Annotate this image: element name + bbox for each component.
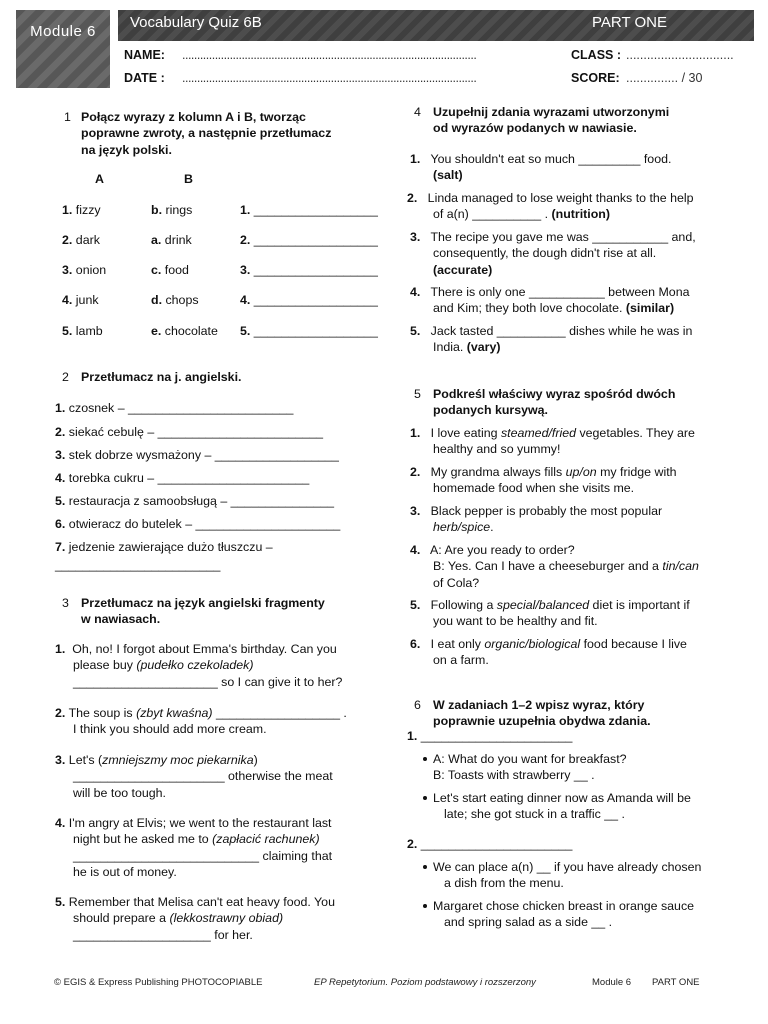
item-text: torebka cukru – ______________________ xyxy=(68,471,310,485)
gap-sentence xyxy=(433,751,627,784)
item-text: I think you should add more cream. xyxy=(73,722,267,737)
item-number: 5. xyxy=(410,598,421,612)
base-word: (salt) xyxy=(433,168,463,183)
fragment-item[interactable] xyxy=(55,705,347,738)
col-b-word: chocolate xyxy=(164,324,218,338)
date-field[interactable]: ................................................................................................... xyxy=(182,71,477,85)
section-2-number: 2 xyxy=(62,370,69,384)
hint-text: zmniejszmy moc piekarnika xyxy=(102,753,254,767)
choice-item[interactable] xyxy=(410,636,687,669)
item-text: __________________ . xyxy=(212,706,347,720)
item-text: and spring salad as a side __ . xyxy=(444,915,613,930)
col-b-word: rings xyxy=(165,203,193,217)
col-a-word: lamb xyxy=(75,324,103,338)
fragment-item[interactable] xyxy=(55,815,332,881)
item-text: Let's start eating dinner now as Amanda will be xyxy=(433,791,691,805)
answer-number: 4. xyxy=(240,293,251,307)
column-b-header: B xyxy=(184,172,193,186)
item-text: ___________________________ claiming that xyxy=(73,848,333,863)
answer-line[interactable]: __________________ xyxy=(253,263,378,277)
date-label: DATE : xyxy=(124,71,165,85)
choice-item[interactable] xyxy=(410,597,690,630)
base-word: (nutrition) xyxy=(551,207,610,222)
answer-line[interactable]: __________________ xyxy=(253,233,378,247)
item-number: 3. xyxy=(55,753,66,767)
choice-options[interactable]: special/balanced xyxy=(496,598,590,612)
item-text: _____________________ so I can give it to her? xyxy=(73,674,343,689)
choice-item[interactable] xyxy=(410,542,699,591)
item-text: Oh, no! I forgot about Emma's birthday. Can you xyxy=(72,642,337,656)
item-text: will be too tough. xyxy=(73,785,166,800)
item-text: The recipe you gave me was ___________ and, xyxy=(430,230,696,244)
gap-sentence xyxy=(433,790,691,823)
item-text: Linda managed to lose weight thanks to the help xyxy=(427,191,694,205)
section-6-number: 6 xyxy=(414,698,421,712)
item-text: restauracja z samoobsługą – _______________ xyxy=(68,494,335,508)
item-text: otwieracz do butelek – _____________________ xyxy=(68,517,341,531)
translation-item[interactable] xyxy=(55,516,340,532)
footer-module: Module 6 xyxy=(592,977,632,988)
item-number: 3. xyxy=(410,230,421,244)
item-text: Margaret chose chicken breast in orange sauce xyxy=(433,899,695,913)
item-text: Following a xyxy=(430,598,497,612)
answer-blank[interactable] xyxy=(240,323,378,339)
item-number: 4. xyxy=(410,543,421,557)
translation-item[interactable] xyxy=(55,493,334,509)
quiz-title: Vocabulary Quiz 6B xyxy=(130,14,262,31)
item-text: You shouldn't eat so much _________ food. xyxy=(430,152,672,166)
choice-options[interactable]: herb/spice xyxy=(433,520,491,535)
col-a-word: junk xyxy=(75,293,99,307)
choice-item[interactable] xyxy=(410,464,677,497)
fragment-item[interactable] xyxy=(55,894,335,943)
fragment-item[interactable] xyxy=(55,752,333,801)
item-text: My grandma always fills xyxy=(430,465,566,479)
col-a-number: 4. xyxy=(62,293,73,307)
item-number: 1. xyxy=(55,642,66,656)
item-text: you want to be healthy and fit. xyxy=(433,614,598,629)
item-number: 5. xyxy=(55,895,66,909)
col-a-item xyxy=(62,202,101,218)
footer-book-title: EP Repetytorium. Poziom podstawowy i rozszerzony xyxy=(314,977,536,988)
class-field[interactable]: ............................... xyxy=(626,48,734,62)
item-text: diet is important if xyxy=(589,598,690,612)
item-text: and Kim; they both love chocolate. xyxy=(433,301,626,316)
footer-copyright: © EGIS & Express Publishing PHOTOCOPIABLE xyxy=(54,977,263,988)
answer-line[interactable]: ______________________ xyxy=(420,729,573,743)
item-text: should prepare a xyxy=(73,911,170,926)
section-1-number: 1 xyxy=(64,110,71,124)
section-6-title xyxy=(433,697,651,730)
item-text: night but he asked me to xyxy=(73,832,213,847)
col-b-letter: c. xyxy=(151,263,162,277)
hint-text: (zbyt kwaśna) xyxy=(136,706,213,720)
item-text: The soup is xyxy=(68,706,137,720)
section-3-title-line: w nawiasach. xyxy=(81,612,161,627)
module-tab xyxy=(16,10,110,88)
item-text: consequently, the dough didn't rise at all. xyxy=(433,246,657,261)
item-text: please buy xyxy=(73,658,137,673)
bullet-icon xyxy=(423,904,427,908)
translation-item[interactable] xyxy=(55,539,273,555)
item-text: I'm angry at Elvis; we went to the restaurant last xyxy=(68,816,332,830)
item-text: There is only one ___________ between Mona xyxy=(430,285,690,299)
col-a-item xyxy=(62,232,100,248)
col-a-item xyxy=(62,292,99,308)
answer-number: 5. xyxy=(240,324,251,338)
answer-blank[interactable] xyxy=(240,232,378,248)
item-text: a dish from the menu. xyxy=(444,876,564,891)
item-number: 2. xyxy=(407,837,418,851)
name-label: NAME: xyxy=(124,48,165,62)
item-text: he is out of money. xyxy=(73,865,177,880)
section-5-title-line: podanych kursywą. xyxy=(433,403,548,418)
col-a-number: 3. xyxy=(62,263,73,277)
section-1-title-line: na język polski. xyxy=(81,142,172,157)
item-text: ______________________ otherwise the meat xyxy=(73,769,333,784)
item-text: A: What do you want for breakfast? xyxy=(433,752,627,766)
col-b-word: food xyxy=(164,263,189,277)
answer-number: 1. xyxy=(240,203,251,217)
col-a-word: onion xyxy=(75,263,107,277)
col-b-letter: d. xyxy=(151,293,163,307)
choice-options[interactable]: steamed/fried xyxy=(500,426,577,440)
col-a-number: 2. xyxy=(62,233,73,247)
word-formation-item[interactable] xyxy=(410,151,671,184)
score-label: SCORE: xyxy=(571,71,620,85)
answer-blank[interactable] xyxy=(240,202,378,218)
choice-options[interactable]: tin/can xyxy=(662,559,699,574)
answer-blank[interactable] xyxy=(240,292,378,308)
item-number: 7. xyxy=(55,540,66,554)
part-label: PART ONE xyxy=(592,14,668,31)
gap-sentence xyxy=(433,898,694,931)
name-row xyxy=(118,42,754,65)
item-number: 6. xyxy=(410,637,421,651)
col-a-item xyxy=(62,262,106,278)
col-b-word: drink xyxy=(164,233,192,247)
item-text: Jack tasted __________ dishes while he was in xyxy=(430,324,693,338)
module-label: Module 6 xyxy=(30,23,96,40)
item-text: Let's ( xyxy=(68,753,103,767)
item-number: 4. xyxy=(410,285,421,299)
col-a-word: dark xyxy=(75,233,100,247)
item-text: B: Toasts with strawberry __ . xyxy=(433,768,595,783)
choice-item[interactable] xyxy=(410,503,662,536)
translation-answer-line[interactable]: ________________________ xyxy=(55,558,221,572)
item-number: 4. xyxy=(55,816,66,830)
item-number: 2. xyxy=(407,191,418,205)
item-number: 5. xyxy=(410,324,421,338)
choice-options[interactable]: up/on xyxy=(565,465,597,479)
translation-item[interactable] xyxy=(55,447,339,463)
date-row xyxy=(118,65,754,88)
item-number: 2. xyxy=(55,425,66,439)
item-number: 1. xyxy=(410,152,421,166)
section-4-title-line: od wyrazów podanych w nawiasie. xyxy=(433,121,637,136)
section-1-title xyxy=(81,109,331,158)
base-word: (accurate) xyxy=(433,262,493,277)
item-text: late; she got stuck in a traffic __ . xyxy=(444,807,625,822)
choice-item[interactable] xyxy=(410,425,695,458)
item-number: 3. xyxy=(410,504,421,518)
item-text: I love eating xyxy=(430,426,501,440)
item-number: 6. xyxy=(55,517,66,531)
col-a-number: 5. xyxy=(62,324,73,338)
translation-item[interactable] xyxy=(55,400,293,416)
item-text: We can place a(n) __ if you have already chosen xyxy=(433,860,702,874)
col-b-item xyxy=(151,323,218,339)
section-4-title xyxy=(433,104,669,137)
col-b-item xyxy=(151,202,192,218)
footer-part: PART ONE xyxy=(652,977,700,988)
word-formation-item[interactable] xyxy=(407,190,694,223)
item-text: vegetables. They are xyxy=(576,426,695,440)
fragment-item[interactable] xyxy=(55,641,342,690)
hint-text: (lekkostrawny obiad) xyxy=(169,911,284,926)
col-b-letter: b. xyxy=(151,203,163,217)
gap-question[interactable] xyxy=(407,836,572,852)
word-formation-item[interactable] xyxy=(410,229,696,278)
col-a-item xyxy=(62,323,103,339)
score-field[interactable]: ............... / 30 xyxy=(626,71,703,85)
section-1-title-line: poprawne zwroty, a następnie przetłumacz xyxy=(81,126,332,141)
item-text: India. xyxy=(433,340,467,355)
section-5-number: 5 xyxy=(414,387,421,401)
section-6-title-line: W zadaniach 1–2 wpisz wyraz, który xyxy=(433,698,645,712)
item-text: ) xyxy=(253,753,258,767)
item-number: 4. xyxy=(55,471,66,485)
item-text: Black pepper is probably the most popular xyxy=(430,504,663,518)
gap-sentence xyxy=(433,859,701,892)
col-b-item xyxy=(151,262,189,278)
section-6-title-line: poprawnie uzupełnia obydwa zdania. xyxy=(433,714,651,729)
col-a-word: fizzy xyxy=(75,203,101,217)
col-a-number: 1. xyxy=(62,203,73,217)
answer-line[interactable]: __________________ xyxy=(253,203,378,217)
answer-line[interactable]: __________________ xyxy=(253,293,378,307)
word-formation-item[interactable] xyxy=(410,284,689,317)
item-text: on a farm. xyxy=(433,653,489,668)
item-text: I eat only xyxy=(430,637,485,651)
answer-line[interactable]: ______________________ xyxy=(420,837,573,851)
title-bar xyxy=(118,10,754,41)
section-3-title-line: Przetłumacz na język angielski fragmenty xyxy=(81,596,325,610)
item-text: . xyxy=(490,520,494,535)
answer-line[interactable]: __________________ xyxy=(253,324,378,338)
bullet-icon xyxy=(423,757,427,761)
col-b-letter: e. xyxy=(151,324,162,338)
col-b-word: chops xyxy=(165,293,199,307)
translation-item[interactable] xyxy=(55,424,323,440)
section-2-title: Przetłumacz na j. angielski. xyxy=(81,370,242,384)
hint-text: (pudełko czekoladek) xyxy=(136,658,254,673)
section-3-number: 3 xyxy=(62,596,69,610)
class-label: CLASS : xyxy=(571,48,621,62)
answer-blank[interactable] xyxy=(240,262,378,278)
item-number: 1. xyxy=(407,729,418,743)
item-number: 2. xyxy=(410,465,421,479)
answer-number: 3. xyxy=(240,263,251,277)
section-4-title-line: Uzupełnij zdania wyrazami utworzonymi xyxy=(433,105,670,119)
section-5-title-line: Podkreśl właściwy wyraz spośród dwóch xyxy=(433,387,676,401)
item-number: 1. xyxy=(55,401,66,415)
answer-number: 2. xyxy=(240,233,251,247)
word-formation-item[interactable] xyxy=(410,323,692,356)
item-text: food because I live xyxy=(580,637,687,651)
translation-item[interactable] xyxy=(55,470,309,486)
base-word: (similar) xyxy=(625,301,675,316)
column-a-header: A xyxy=(95,172,104,186)
item-text: jedzenie zawierające dużo tłuszczu – xyxy=(68,540,273,554)
bullet-icon xyxy=(423,796,427,800)
item-text: healthy and so yummy! xyxy=(433,442,561,457)
section-5-title xyxy=(433,386,675,419)
col-b-letter: a. xyxy=(151,233,162,247)
base-word: (vary) xyxy=(466,340,501,355)
item-text: A: Are you ready to order? xyxy=(430,543,575,557)
item-text: of a(n) __________ . xyxy=(433,207,552,222)
item-text: czosnek – ________________________ xyxy=(68,401,294,415)
item-text: stek dobrze wysmażony – __________________ xyxy=(68,448,339,462)
col-b-item xyxy=(151,232,192,248)
item-text: B: Yes. Can I have a cheeseburger and a xyxy=(433,559,663,574)
item-number: 3. xyxy=(55,448,66,462)
item-text: siekać cebulę – ________________________ xyxy=(68,425,324,439)
choice-options[interactable]: organic/biological xyxy=(484,637,581,651)
gap-question[interactable] xyxy=(407,728,572,744)
item-number: 2. xyxy=(55,706,66,720)
name-field[interactable]: ................................................................................................... xyxy=(182,48,477,62)
item-text: of Cola? xyxy=(433,575,480,590)
hint-text: (zapłacić rachunek) xyxy=(212,832,320,847)
col-b-item xyxy=(151,292,199,308)
section-1-title-line: Połącz wyrazy z kolumn A i B, tworząc xyxy=(81,110,306,124)
item-number: 1. xyxy=(410,426,421,440)
item-text: Remember that Melisa can't eat heavy food. You xyxy=(68,895,335,909)
item-number: 5. xyxy=(55,494,66,508)
section-3-title xyxy=(81,595,325,628)
section-4-number: 4 xyxy=(414,105,421,119)
item-text: homemade food when she visits me. xyxy=(433,481,635,496)
item-text: ____________________ for her. xyxy=(73,927,253,942)
bullet-icon xyxy=(423,865,427,869)
item-text: my fridge with xyxy=(596,465,677,479)
